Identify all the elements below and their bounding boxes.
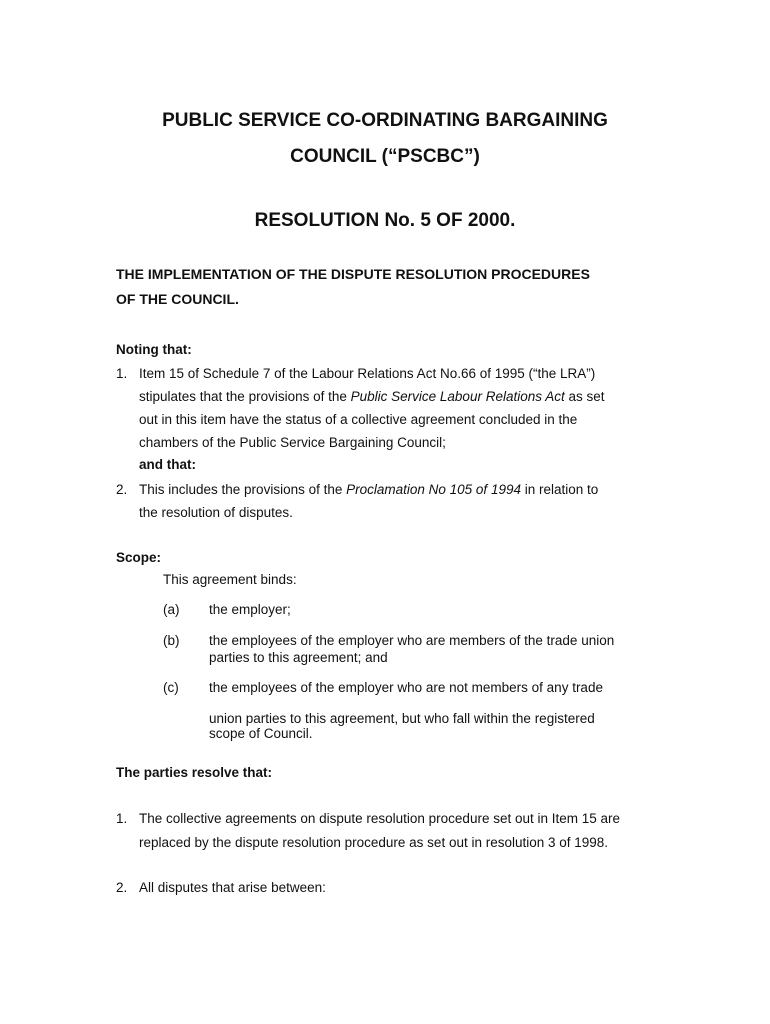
noting-item1-line4: chambers of the Public Service Bargaining Council; [139,435,446,450]
noting-item1-line3: out in this item have the status of a collective agreement concluded in the [139,412,578,427]
resolve-item2-line1: All disputes that arise between: [139,880,326,895]
noting-item2-line2: the resolution of disputes. [139,505,293,520]
resolution-number: RESOLUTION No. 5 OF 2000. [254,210,516,231]
scope-intro: This agreement binds: [163,572,297,587]
scope-item-c-label: (c) [163,680,179,695]
noting-item2-line1 [139,482,598,497]
scope-item-b-line1: the employees of the employer who are members of the trade union [209,633,615,648]
subject-line2: OF THE COUNCIL. [116,291,239,307]
noting-item2-proclamation: Proclamation No 105 of 1994 [346,482,521,497]
noting-item1-line2 [139,389,605,404]
scope-heading: Scope: [116,550,162,565]
scope-item-c-line1: the employees of the employer who are not members of any trade [209,680,603,695]
resolve-item1-line2: replaced by the dispute resolution procedure as set out in resolution 3 of 1998. [139,835,609,850]
resolve-item2-number: 2. [116,880,128,895]
scope-item-a-label: (a) [163,602,180,617]
resolve-item1-line1: The collective agreements on dispute resolution procedure set out in Item 15 are [139,811,621,826]
noting-item2-number: 2. [116,482,128,497]
scope-item-b-label: (b) [163,633,180,648]
noting-item1-act-name: Public Service Labour Relations Act [350,389,565,404]
noting-item2-line1-pre: This includes the provisions of the [139,482,347,497]
and-that-label: and that: [139,457,196,472]
document-title-line2: COUNCIL (“PSCBC”) [290,146,480,167]
scope-item-b-line2: parties to this agreement; and [209,650,388,665]
scope-item-c-line3: scope of Council. [209,726,313,741]
scope-item-a-text: the employer; [209,602,291,617]
document-title-line1: PUBLIC SERVICE CO-ORDINATING BARGAINING [162,110,608,131]
resolve-heading: The parties resolve that: [116,765,273,780]
subject-line1: THE IMPLEMENTATION OF THE DISPUTE RESOLUTION PROCEDURES [116,266,590,282]
scope-item-c-line2: union parties to this agreement, but who fall within the registered [209,711,595,726]
noting-heading: Noting that: [116,342,192,357]
noting-item1-line1: Item 15 of Schedule 7 of the Labour Relations Act No.66 of 1995 (“the LRA”) [139,366,596,381]
noting-item1-line2-post: as set [564,389,605,404]
noting-item1-line2-pre: stipulates that the provisions of the [139,389,351,404]
noting-item2-line1-post: in relation to [520,482,599,497]
resolve-item1-number: 1. [116,811,128,826]
noting-item1-number: 1. [116,366,128,381]
